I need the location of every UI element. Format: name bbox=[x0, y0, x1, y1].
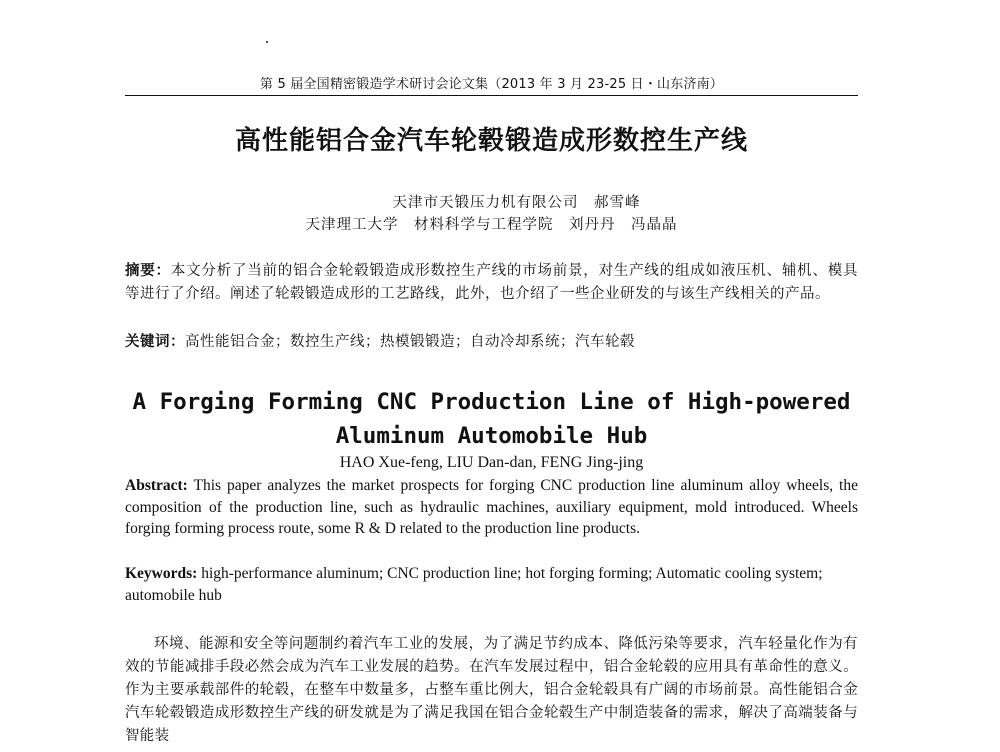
english-abstract-label: Abstract: bbox=[125, 477, 188, 494]
chinese-keywords-label: 关键词： bbox=[125, 334, 185, 350]
english-authors: HAO Xue-feng, LIU Dan-dan, FENG Jing-jing bbox=[339, 454, 644, 471]
header-rule bbox=[125, 95, 858, 96]
english-title bbox=[125, 385, 858, 453]
affiliation-line-1: 天津市天锻压力机有限公司 郝雪峰 bbox=[392, 195, 641, 211]
chinese-abstract bbox=[125, 260, 858, 305]
body-paragraph: 环境、能源和安全等问题制约着汽车工业的发展，为了满足节约成本、降低污染等要求，汽车轻量化作为有效的节能减排手段必然会成为汽车工业发展的趋势。在汽车发展过程中，铝合金轮毂的应用具有革命性的意义。作为主要承载部件的轮毂，在整车中数量多，占整车重比例大，铝合金轮毂具有广阔的市场前景。高性能铝合金汽车轮毂锻造成形数控生产线的研发就是为了满足我国在铝合金轮毂生产中制造装备的需求，解决了高端装备与智能装 bbox=[125, 636, 858, 744]
english-title-line-2: Aluminum Automobile Hub bbox=[335, 423, 648, 449]
running-header: 第 5 届全国精密锻造学术研讨会论文集（2013 年 3 月 23-25 日・山东济南） bbox=[259, 77, 724, 92]
chinese-title: 高性能铝合金汽车轮毂锻造成形数控生产线 bbox=[234, 126, 748, 156]
english-abstract bbox=[125, 475, 858, 540]
scan-speck bbox=[266, 41, 268, 43]
chinese-keywords-text: 高性能铝合金；数控生产线；热模锻锻造；自动冷却系统；汽车轮毂 bbox=[185, 334, 635, 350]
chinese-keywords bbox=[125, 331, 858, 353]
chinese-abstract-label: 摘要： bbox=[125, 263, 171, 279]
english-keywords-text: high-performance aluminum; CNC production line; hot forging forming; Automatic cooling system; automobile hub bbox=[125, 565, 823, 604]
chinese-abstract-text: 本文分析了当前的铝合金轮毂锻造成形数控生产线的市场前景，对生产线的组成如液压机、辅机、模具等进行了介绍。阐述了轮毂锻造成形的工艺路线，此外，也介绍了一些企业研发的与该生产线相关的产品。 bbox=[125, 263, 859, 302]
english-keywords bbox=[125, 563, 858, 606]
english-title-line-1: A Forging Forming CNC Production Line of High-powered bbox=[132, 389, 851, 415]
english-keywords-label: Keywords: bbox=[125, 565, 198, 582]
affiliation-line-2: 天津理工大学 材料科学与工程学院 刘丹丹 冯晶晶 bbox=[305, 217, 678, 233]
english-abstract-text: This paper analyzes the market prospects for forging CNC production line aluminum alloy wheels, the composition of the production line, such as hydraulic machines, auxiliary equipment, mold introduced. Wheels forging forming process route, some R & D related to the production line products. bbox=[125, 477, 858, 537]
